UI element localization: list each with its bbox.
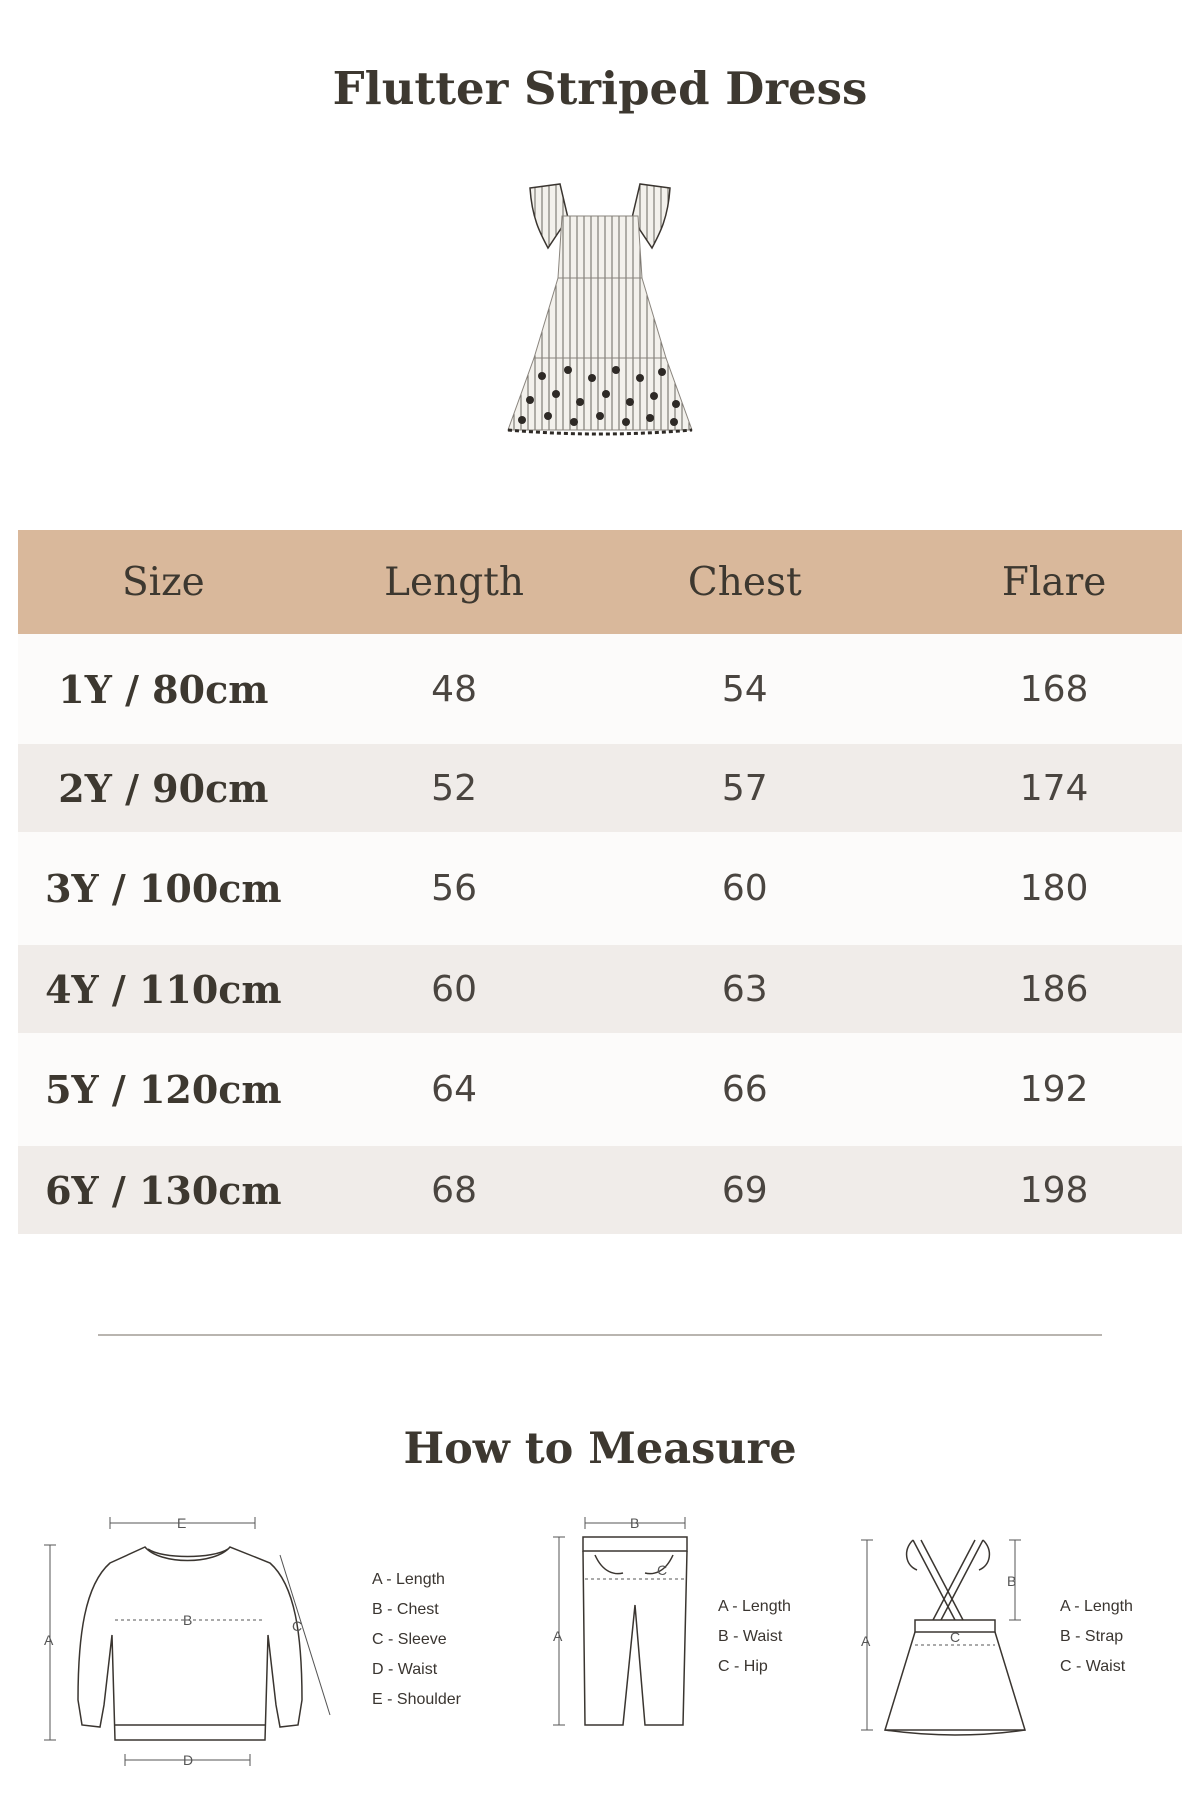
dress-illustration [470,178,730,448]
size-cell: 1Y / 80cm [58,666,269,712]
table-row [18,832,1182,945]
size-cell: 4Y / 110cm [45,966,282,1012]
overall-diagram [855,1530,1035,1750]
product-image [470,178,730,448]
length-cell: 64 [431,1069,477,1110]
size-cell: 6Y / 130cm [45,1167,282,1213]
size-cell: 2Y / 90cm [58,765,269,811]
header-chest: Chest [687,559,802,605]
table-row [18,945,1182,1033]
legend-item: A - Length [372,1571,445,1588]
chest-cell: 54 [721,668,768,710]
measure-title: How to Measure [403,1424,797,1474]
sweater-illustration [40,1515,340,1775]
chest-cell: 57 [721,767,768,809]
overall-illustration [855,1530,1035,1750]
flare-cell: 192 [1019,1069,1089,1110]
marker-d: D [183,1752,194,1768]
legend-item: A - Length [718,1598,791,1615]
legend-item: C - Hip [718,1658,768,1675]
flare-cell: 186 [1019,968,1089,1010]
length-cell: 56 [431,868,477,909]
overall-legend [1060,1592,1133,1682]
marker-a: A [553,1628,563,1644]
sweater-legend [372,1565,461,1715]
marker-b: B [1007,1573,1017,1589]
marker-c: C [950,1629,961,1645]
marker-c: C [292,1618,303,1634]
size-chart-table [18,530,1182,1234]
header-size: Size [121,559,205,605]
flare-cell: 198 [1019,1169,1089,1211]
table-row [18,1033,1182,1146]
legend-item: B - Chest [372,1601,439,1618]
marker-b: B [183,1612,193,1628]
header-length: Length [384,559,524,605]
legend-item: C - Waist [1060,1658,1126,1675]
marker-a: A [44,1632,54,1648]
section-divider [98,1334,1102,1336]
length-cell: 60 [431,968,477,1010]
chest-cell: 60 [721,868,768,909]
flare-cell: 174 [1019,767,1089,809]
legend-item: B - Waist [718,1628,783,1645]
legend-item: A - Length [1060,1598,1133,1615]
size-cell: 3Y / 100cm [45,866,282,911]
header-flare: Flare [1001,559,1107,605]
page-title: Flutter Striped Dress [332,62,868,115]
sweater-diagram [40,1515,340,1775]
marker-a: A [861,1633,871,1649]
table-row [18,744,1182,832]
chest-cell: 69 [721,1169,768,1211]
size-cell: 5Y / 120cm [45,1067,282,1112]
size-chart-header [18,530,1182,634]
flare-cell: 180 [1019,868,1089,909]
marker-b: B [630,1515,640,1531]
flare-cell: 168 [1019,668,1089,710]
chest-cell: 66 [721,1069,768,1110]
length-cell: 48 [431,668,477,710]
pants-diagram [545,1515,705,1745]
pants-legend [718,1592,791,1682]
marker-c: C [657,1562,668,1578]
chest-cell: 63 [721,968,768,1010]
length-cell: 68 [431,1169,477,1211]
legend-item: B - Strap [1060,1628,1124,1645]
legend-item: E - Shoulder [372,1691,461,1708]
table-row [18,1146,1182,1234]
marker-e: E [177,1515,187,1531]
pants-illustration [545,1515,705,1745]
table-row [18,634,1182,744]
legend-item: C - Sleeve [372,1631,447,1648]
legend-item: D - Waist [372,1661,438,1678]
length-cell: 52 [431,767,477,809]
